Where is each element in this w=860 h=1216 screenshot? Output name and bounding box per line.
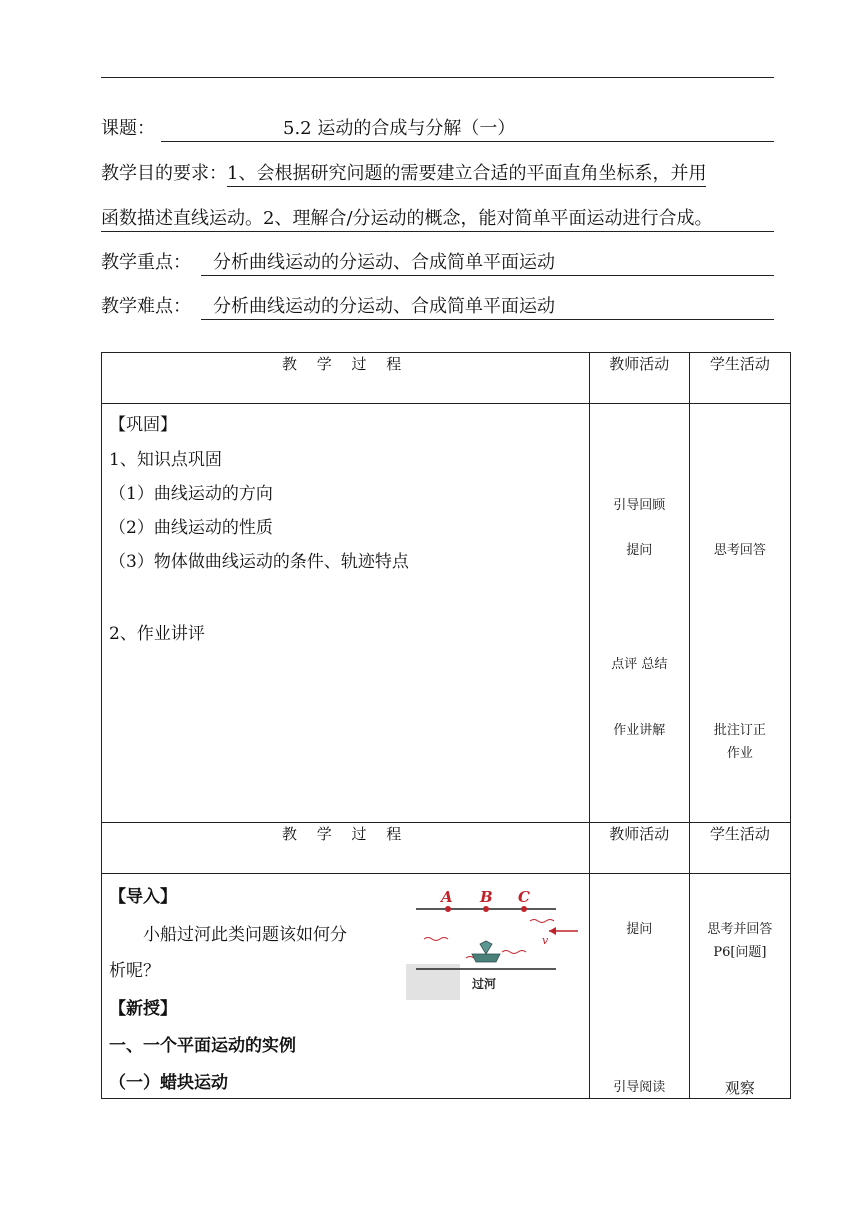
- header-student: 学生活动: [689, 353, 790, 404]
- item-direction: （1）曲线运动的方向: [109, 484, 273, 504]
- key-label: 教学重点：: [101, 252, 191, 273]
- item-knowledge: 1、知识点巩固: [109, 450, 222, 470]
- section1-content: [102, 404, 590, 823]
- heading-wax-block: （一）蜡块运动: [109, 1073, 228, 1093]
- velocity-label: v: [542, 934, 549, 947]
- header-rule: [101, 77, 774, 78]
- topic-label: 课题：: [101, 118, 155, 139]
- boat-sail-icon: [480, 941, 492, 954]
- header-process-2: 教 学 过 程: [102, 823, 590, 874]
- consolidate-title: 【巩固】: [109, 415, 177, 435]
- header-teacher: 教师活动: [589, 353, 689, 404]
- point-a-dot: [445, 906, 451, 912]
- item-homework: 2、作业讲评: [109, 624, 205, 644]
- heading-plane-motion: 一、一个平面运动的实例: [109, 1036, 296, 1056]
- teacher-question-2: 提问: [626, 922, 653, 937]
- item-nature: （2）曲线运动的性质: [109, 518, 273, 538]
- lesson-table: [101, 352, 791, 1099]
- teacher-guide-review: 引导回顾: [613, 498, 666, 513]
- topic-line: [101, 117, 155, 141]
- student-think-answer-2: 思考并回答: [707, 922, 773, 937]
- student-homework: 作业: [726, 746, 753, 761]
- header-process: 教 学 过 程: [102, 353, 590, 404]
- point-b-label: B: [480, 888, 493, 906]
- wave-icon: [424, 938, 448, 941]
- teacher-homework-explain: 作业讲解: [613, 723, 666, 738]
- river-crossing-figure: [406, 884, 586, 1000]
- key-value: 分析曲线运动的分运动、合成简单平面运动: [213, 252, 555, 273]
- key-line: [101, 251, 191, 275]
- difficulty-value-field: [201, 295, 774, 320]
- point-c-dot: [521, 906, 527, 912]
- difficulty-line: [101, 295, 191, 319]
- point-c-label: C: [518, 888, 530, 906]
- section2-row: [102, 874, 791, 1099]
- key-value-field: [201, 251, 774, 276]
- difficulty-value: 分析曲线运动的分运动、合成简单平面运动: [213, 296, 555, 317]
- section2-content: [102, 874, 590, 1099]
- intro-text-2: 析呢？: [109, 961, 160, 981]
- figure-caption: 过河: [472, 977, 497, 991]
- point-a-label: A: [441, 888, 453, 906]
- objectives-text-2: 函数描述直线运动。2、理解合/分运动的概念，能对简单平面运动进行合成。: [101, 207, 774, 232]
- new-teach-title: 【新授】: [109, 999, 177, 1019]
- objectives-label: 教学目的要求：: [101, 163, 227, 184]
- intro-title: 【导入】: [109, 887, 177, 907]
- objectives-text-1: 1、会根据研究问题的需要建立合适的平面直角坐标系，并用: [227, 162, 706, 187]
- table-header-row-1: [102, 353, 791, 404]
- section2-student: [689, 874, 790, 1099]
- topic-value: 5.2 运动的合成与分解（一）: [283, 118, 516, 139]
- header-student-2: 学生活动: [689, 823, 790, 874]
- section1-row: [102, 404, 791, 823]
- section1-teacher: [589, 404, 689, 823]
- student-think-answer: 思考回答: [713, 543, 766, 558]
- student-observe: 观察: [724, 1079, 755, 1097]
- difficulty-label: 教学难点：: [101, 296, 191, 317]
- teacher-comment-summary: 点评 总结: [611, 657, 668, 672]
- teacher-guide-reading: 引导阅读: [613, 1080, 666, 1095]
- arrow-head-icon: [549, 927, 556, 935]
- wave-icon: [530, 920, 554, 923]
- student-problem-ref: P6[问题]: [713, 945, 767, 960]
- section2-teacher: [589, 874, 689, 1099]
- header-teacher-2: 教师活动: [589, 823, 689, 874]
- boat-hull-icon: [472, 954, 500, 962]
- section1-student: [689, 404, 790, 823]
- intro-text-1: 小船过河此类问题该如何分: [143, 925, 347, 945]
- teacher-question: 提问: [626, 543, 653, 558]
- item-condition: （3）物体做曲线运动的条件、轨迹特点: [109, 552, 409, 572]
- topic-value-field: [161, 117, 774, 142]
- student-annotate-correct: 批注订正: [713, 723, 766, 738]
- point-b-dot: [483, 906, 489, 912]
- wave-icon: [502, 951, 526, 954]
- table-header-row-2: [102, 823, 791, 874]
- objectives-line1: [101, 162, 706, 187]
